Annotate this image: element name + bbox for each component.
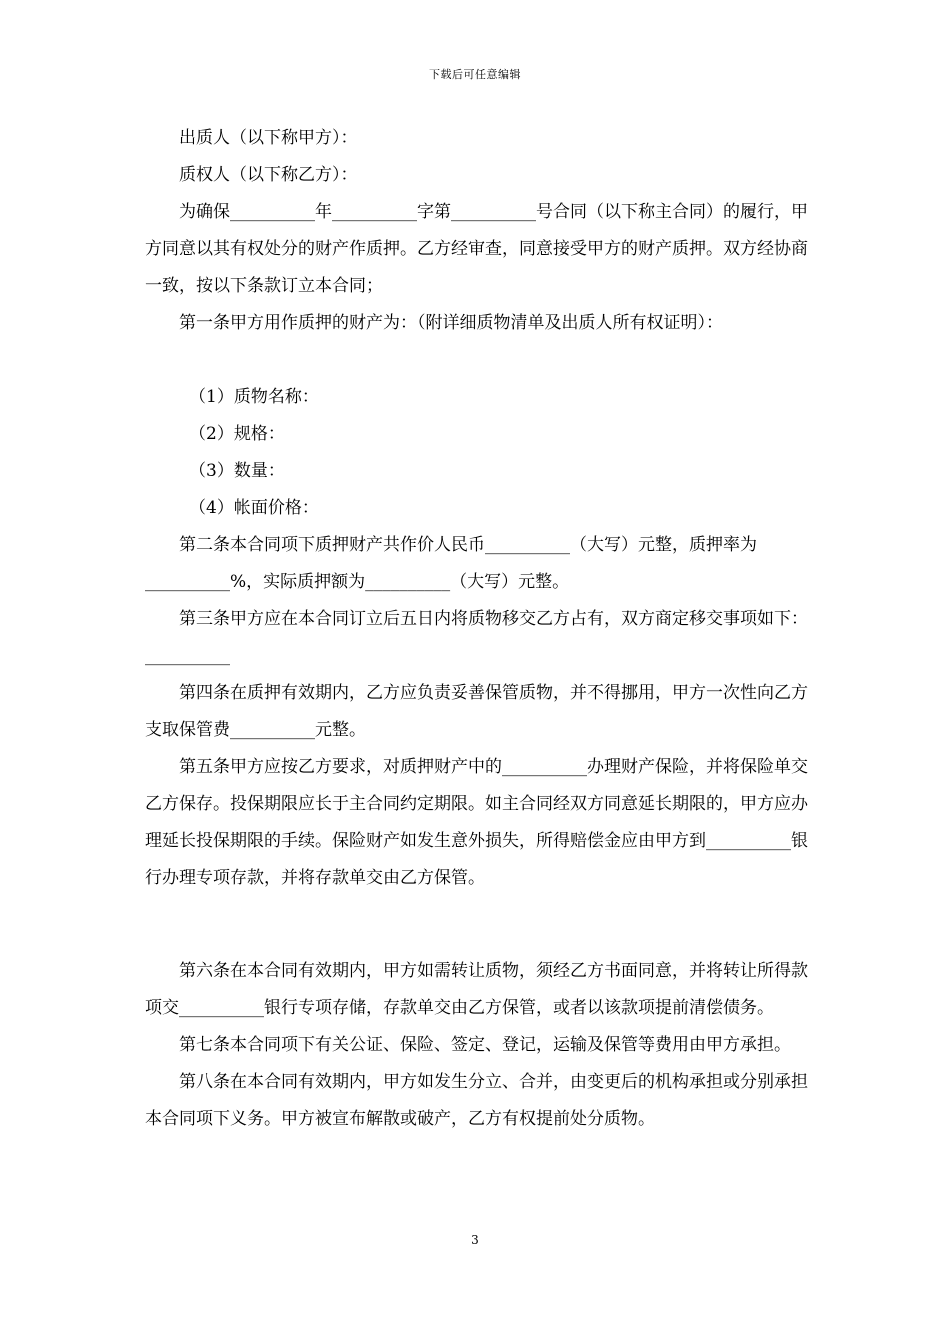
list-item-spec: （2）规格： (189, 424, 285, 444)
pledgor-line: 出质人（以下称甲方）： (179, 128, 358, 148)
article-6: 第六条在本合同有效期内，甲方如需转让质物，须经乙方书面同意，并将转让所得款项交__________银行专项存储，存款单交由乙方保管，或者以该款项提前清偿债务。 (145, 961, 808, 1018)
article-1: 第一条甲方用作质押的财产为：（附详细质物清单及出质人所有权证明）： (179, 313, 723, 333)
list-item-name: （1）质物名称： (189, 387, 319, 407)
page-header: 下载后可任意编辑 (429, 68, 521, 81)
article-5: 第五条甲方应按乙方要求，对质押财产中的__________办理财产保险，并将保险单交乙方保存。投保期限应长于主合同约定期限。如主合同经双方同意延长期限的，甲方应办理延长投保期限的手续。保险财产如发生意外损失，所得赔偿金应由甲方到__________银行办理专项存款，并将存款单交由乙方保管。 (145, 757, 808, 888)
article-3: 第三条甲方应在本合同订立后五日内将质物移交乙方占有，双方商定移交事项如下：__________ (145, 609, 808, 666)
spacer (145, 342, 813, 379)
article-4: 第四条在质押有效期内，乙方应负责妥善保管质物，并不得挪用，甲方一次性向乙方支取保管费__________元整。 (145, 683, 808, 740)
preamble-paragraph: 为确保__________年__________字第__________号合同（以下称主合同）的履行，甲方同意以其有权处分的财产作质押。乙方经审查，同意接受甲方的财产质押。双方经协商一致，按以下条款订立本合同； (145, 202, 808, 296)
spacer (145, 934, 813, 953)
article-2: 第二条本合同项下质押财产共作价人民币__________（大写）元整，质押率为__________%，实际质押额为__________（大写）元整。 (145, 535, 757, 592)
article-8: 第八条在本合同有效期内，甲方如发生分立、合并，由变更后的机构承担或分别承担本合同项下义务。甲方被宣布解散或破产，乙方有权提前处分质物。 (145, 1072, 808, 1129)
list-item-quantity: （3）数量： (189, 461, 285, 481)
page-number: 3 (471, 1233, 479, 1247)
article-7: 第七条本合同项下有关公证、保险、签定、登记，运输及保管等费用由甲方承担。 (179, 1035, 791, 1055)
spacer (145, 897, 813, 934)
document-body (145, 120, 813, 1138)
list-item-book-value: （4）帐面价格： (189, 498, 319, 518)
pledgee-line: 质权人（以下称乙方）： (179, 165, 358, 185)
